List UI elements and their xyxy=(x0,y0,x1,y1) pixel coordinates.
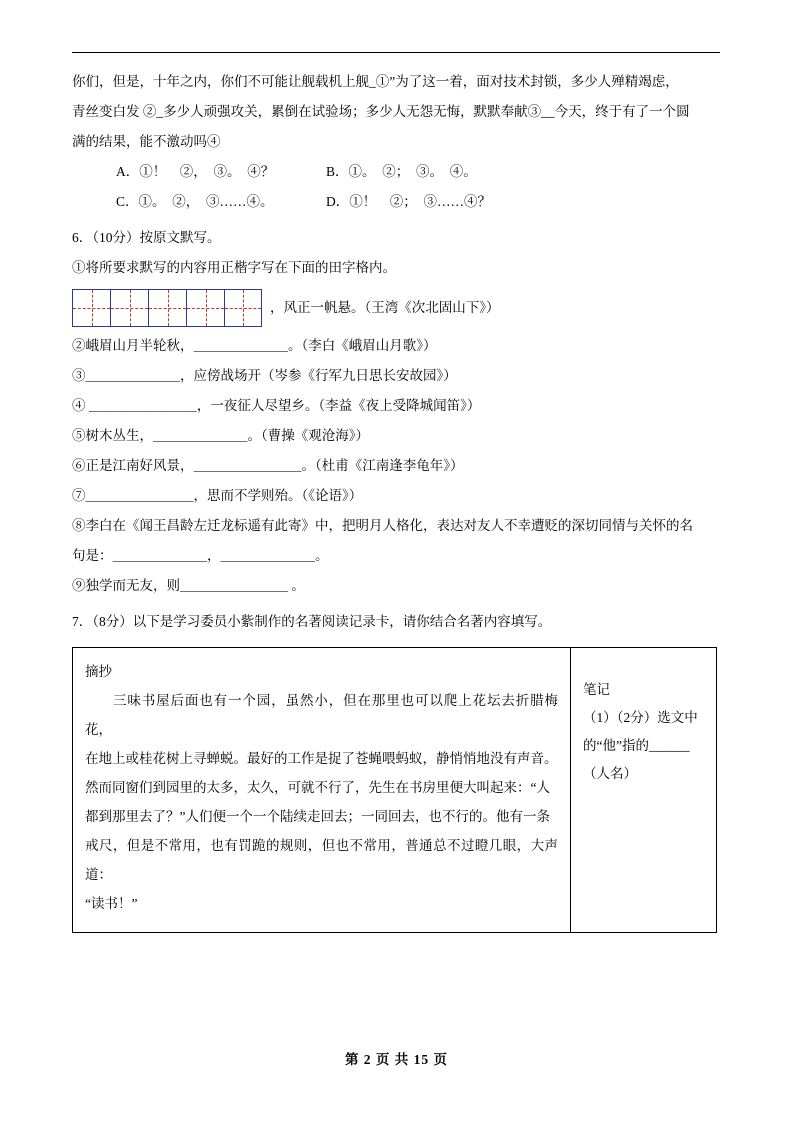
header-divider xyxy=(72,52,720,53)
card-note-line3: （人名） xyxy=(583,766,637,781)
choice-c[interactable]: C．①。 ②， ③……④。 xyxy=(116,194,274,209)
excerpt-line: “读书！” xyxy=(85,896,138,911)
card-excerpt-body xyxy=(85,686,558,918)
question-7-title: 7．（8分）以下是学习委员小紫制作的名著阅读记录卡，请你结合名著内容填写。 xyxy=(72,614,552,629)
q6-item-6: ⑥正是江南好风景，＿＿＿＿＿＿＿＿。（杜甫《江南逢李龟年》） xyxy=(72,458,464,473)
tianzige-cell[interactable] xyxy=(72,289,110,327)
q6-item-2: ②峨眉山月半轮秋，＿＿＿＿＿＿＿。（李白《峨眉山月歌》） xyxy=(72,338,437,353)
card-note-cell xyxy=(571,648,716,932)
q6-item-5: ⑤树木丛生，＿＿＿＿＿＿＿。（曹操《观沧海》） xyxy=(72,428,369,443)
choice-b[interactable]: B．①。 ②； ③。 ④。 xyxy=(326,164,477,179)
question-6-title: 6．（10分）按原文默写。 xyxy=(72,230,221,245)
reading-record-card xyxy=(72,647,717,933)
excerpt-line: 三味书屋后面也有一个园，虽然小，但在那里也可以爬上花坛去折腊梅花， xyxy=(85,693,558,737)
excerpt-line: 都到那里去了？”人们便一个一个陆续走回去；一同回去，也不行的。他有一条 xyxy=(85,809,550,824)
choice-a[interactable]: A．①！ ②， ③。 ④？ xyxy=(116,164,275,179)
page-footer: 第 2 页 共 15 页 xyxy=(344,1052,449,1067)
tianzige-cell[interactable] xyxy=(110,289,148,327)
q6-item-1: ①将所要求默写的内容用正楷字写在下面的田字格内。 xyxy=(72,260,396,275)
q6-item-4: ④ ＿＿＿＿＿＿＿＿，一夜征人尽望乡。（李益《夜上受降城闻笛》） xyxy=(72,398,481,413)
excerpt-line: 然而同窗们到园里的太多，太久，可就不行了，先生在书房里便大叫起来：“人 xyxy=(85,780,550,795)
excerpt-line: 戒尺，但是不常用，也有罚跪的规则，但也不常用，普通总不过瞪几眼，大声道： xyxy=(85,838,558,882)
q6-item-8-line2: 句是：＿＿＿＿＿＿＿，＿＿＿＿＿＿＿。 xyxy=(72,548,329,563)
q6-item-8-line1: ⑧李白在《闻王昌龄左迁龙标遥有此寄》中，把明月人格化，表达对友人不幸遭贬的深切同情与关怀的名 xyxy=(72,518,693,533)
intro-paragraph-line3: 满的结果，能不激动吗④ xyxy=(72,134,221,149)
choice-row-1 xyxy=(72,157,721,187)
tianzige-cell[interactable] xyxy=(224,289,262,327)
intro-paragraph-line1: 你们，但是，十年之内，你们不可能让舰载机上舰_①”为了这一着，面对技术封锁，多少人殚精竭虑， xyxy=(72,74,679,89)
card-note-label: 笔记 xyxy=(583,682,610,697)
q6-item-7: ⑦＿＿＿＿＿＿＿＿，思而不学则殆。（《论语》） xyxy=(72,488,363,503)
choice-d[interactable]: D．①！ ②； ③……④？ xyxy=(326,194,491,209)
card-note-line1: （1）（2分）选文中 xyxy=(583,710,698,725)
card-excerpt-cell xyxy=(73,648,571,932)
tianzige-trailing-text: ，风正一帆悬。（王湾《次北固山下》） xyxy=(270,300,500,315)
q6-item-3: ③＿＿＿＿＿＿＿，应傍战场开（岑参《行军九日思长安故园》） xyxy=(72,368,457,383)
choice-row-2 xyxy=(72,187,721,217)
tianzige-cell[interactable] xyxy=(186,289,224,327)
tianzige-row xyxy=(72,289,721,327)
card-note-line2: 的“他”指的______ xyxy=(583,738,690,753)
tianzige-cell[interactable] xyxy=(148,289,186,327)
q6-item-9: ⑨独学而无友，则＿＿＿＿＿＿＿＿ 。 xyxy=(72,578,305,593)
excerpt-line: 在地上或桂花树上寻蝉蜕。最好的工作是捉了苍蝇喂蚂蚁，静悄悄地没有声音。 xyxy=(85,751,558,766)
tianzige-grid[interactable] xyxy=(72,289,262,327)
card-excerpt-label: 摘抄 xyxy=(85,664,112,679)
intro-paragraph-line2: 青丝变白发 ②_多少人顽强攻关，累倒在试验场；多少人无怨无悔，默默奉献③__今天，终于有了一个圆 xyxy=(72,104,690,119)
